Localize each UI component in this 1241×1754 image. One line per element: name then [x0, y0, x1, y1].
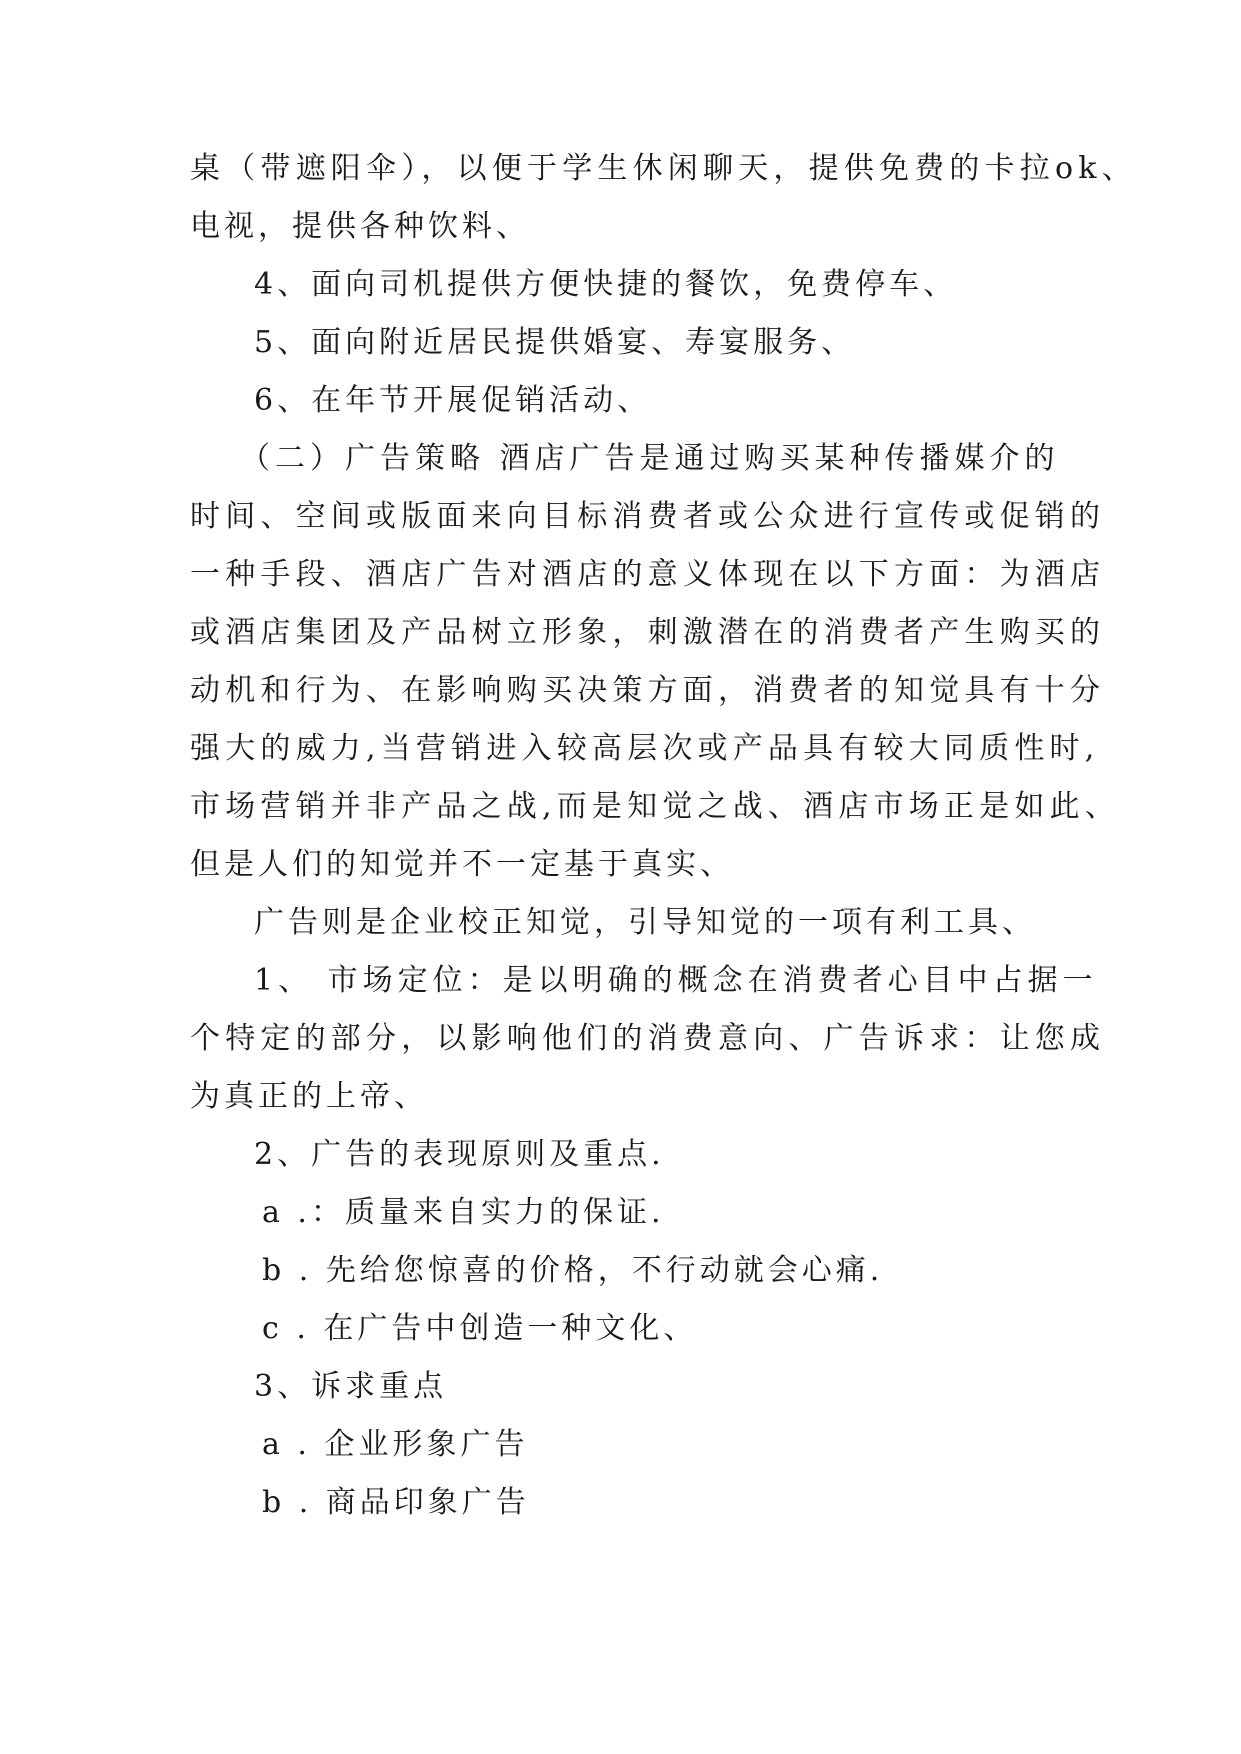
text-line-1: 桌（带遮阳伞），以便于学生休闲聊天，提供免费的卡拉ok、	[190, 151, 1137, 186]
text-line-13: 但是人们的知觉并不一定基于真实、	[190, 847, 734, 882]
text-line-11: 强大的威力,当营销进入较高层次或产品具有较大同质性时,	[190, 731, 1100, 766]
text-line-24: b . 商品印象广告	[262, 1485, 530, 1520]
text-line-3: 4、面向司机提供方便快捷的餐饮，免费停车、	[254, 267, 958, 302]
text-line-12: 市场营销并非产品之战,而是知觉之战、酒店市场正是如此、	[190, 789, 1120, 824]
text-line-7: 时间、空间或版面来向目标消费者或公众进行宣传或促销的	[190, 499, 1106, 534]
text-line-4: 5、面向附近居民提供婚宴、寿宴服务、	[254, 325, 856, 360]
text-line-10: 动机和行为、在影响购买决策方面，消费者的知觉具有十分	[190, 673, 1106, 708]
text-line-20: b . 先给您惊喜的价格，不行动就会心痛.	[262, 1253, 884, 1288]
text-line-5: 6、在年节开展促销活动、	[254, 383, 652, 418]
text-line-18: 2、广告的表现原则及重点.	[254, 1137, 665, 1172]
text-line-23: a . 企业形象广告	[262, 1427, 529, 1462]
text-line-16: 个特定的部分，以影响他们的消费意向、广告诉求：让您成	[190, 1021, 1106, 1056]
text-line-14: 广告则是企业校正知觉，引导知觉的一项有利工具、	[254, 905, 1036, 940]
text-line-22: 3、诉求重点	[254, 1369, 448, 1404]
text-line-8: 一种手段、酒店广告对酒店的意义体现在以下方面：为酒店	[190, 557, 1106, 592]
text-line-6: （二）广告策略 酒店广告是通过购买某种传播媒介的	[240, 441, 1060, 476]
text-line-21: c . 在广告中创造一种文化、	[262, 1311, 698, 1346]
text-line-9: 或酒店集团及产品树立形象，刺激潜在的消费者产生购买的	[190, 615, 1106, 650]
text-line-2: 电视，提供各种饮料、	[190, 209, 530, 244]
text-line-19: a .：质量来自实力的保证.	[262, 1195, 665, 1230]
text-line-17: 为真正的上帝、	[190, 1079, 428, 1114]
text-line-15: 1、 市场定位：是以明确的概念在消费者心目中占据一	[254, 963, 1098, 998]
